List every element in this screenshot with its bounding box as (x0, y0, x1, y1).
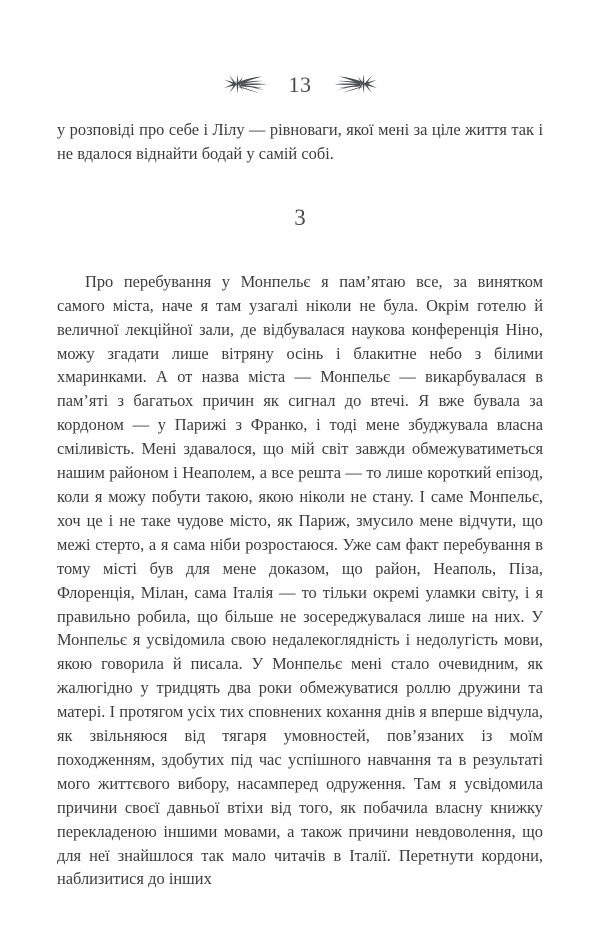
main-paragraph: Про перебування у Монпельє я пам’ятаю все, за винятком самого міста, наче я там узагалі ніколи не була. Окрім готелю й величної лекційної зали, де відбувалася наукова конференція Ніно, можу згадати лише вітряну осінь і блакитне небо з білими хмаринками. А от назва міста — Монпельє — викарбувалася в пам’яті з багатьох причин як сигнал до втечі. Я вже бувала за кордоном — у Парижі з Франко, і тоді мене збуджувала власна сміливість. Мені здавалося, що мій світ завжди обмежуватиметься нашим районом і Неаполем, а все решта — то лише короткий епізод, коли я можу побути такою, якою ніколи не стану. І саме Монпельє, хоч це і не таке чудове місто, як Париж, змусило мене відчути, що межі стерто, а я сама ніби розростаюся. Уже сам факт перебування в тому місті був для мене доказом, що район, Неаполь, Піза, Флоренція, Мілан, сама Італія — то тільки окремі уламки світу, і я правильно робила, що більше не зосереджувалася лише на них. У Монпельє я усвідомила свою недалекоглядність і недолугість мови, якою говорила й писала. У Монпельє мені стало очевидним, як жалюгідно у тридцять два роки обмежуватися роллю дружини та матері. І протягом усіх тих сповнених кохання днів я вперше відчула, як звільняюся від тягаря умовностей, пов’язаних із моїм походженням, здобутих під час успішного навчання та в результаті мого життєвого вибору, насамперед одруження. Там я усвідомила причини своєї давньої втіхи від того, як побачила власну книжку перекладеною іншими мовами, а також причини невдоволення, що для неї знайшлося так мало читачів в Італії. Перетнути кордони, наблизитися до інших (57, 271, 543, 889)
spacer-before-section-number (57, 166, 543, 206)
text-block (57, 118, 543, 891)
leaf-branch-ornament-left (216, 69, 268, 99)
leaf-branch-ornament-right (333, 69, 385, 99)
spacer-after-section-number (57, 232, 543, 270)
page-number: 13 (288, 72, 312, 97)
section-number: 3 (294, 204, 306, 230)
running-head (0, 66, 600, 102)
continuation-paragraph: у розповіді про себе і Лілу — рівноваги, якої мені за ціле життя так і не вдалося віднайти бодай у самій собі. (57, 120, 543, 163)
